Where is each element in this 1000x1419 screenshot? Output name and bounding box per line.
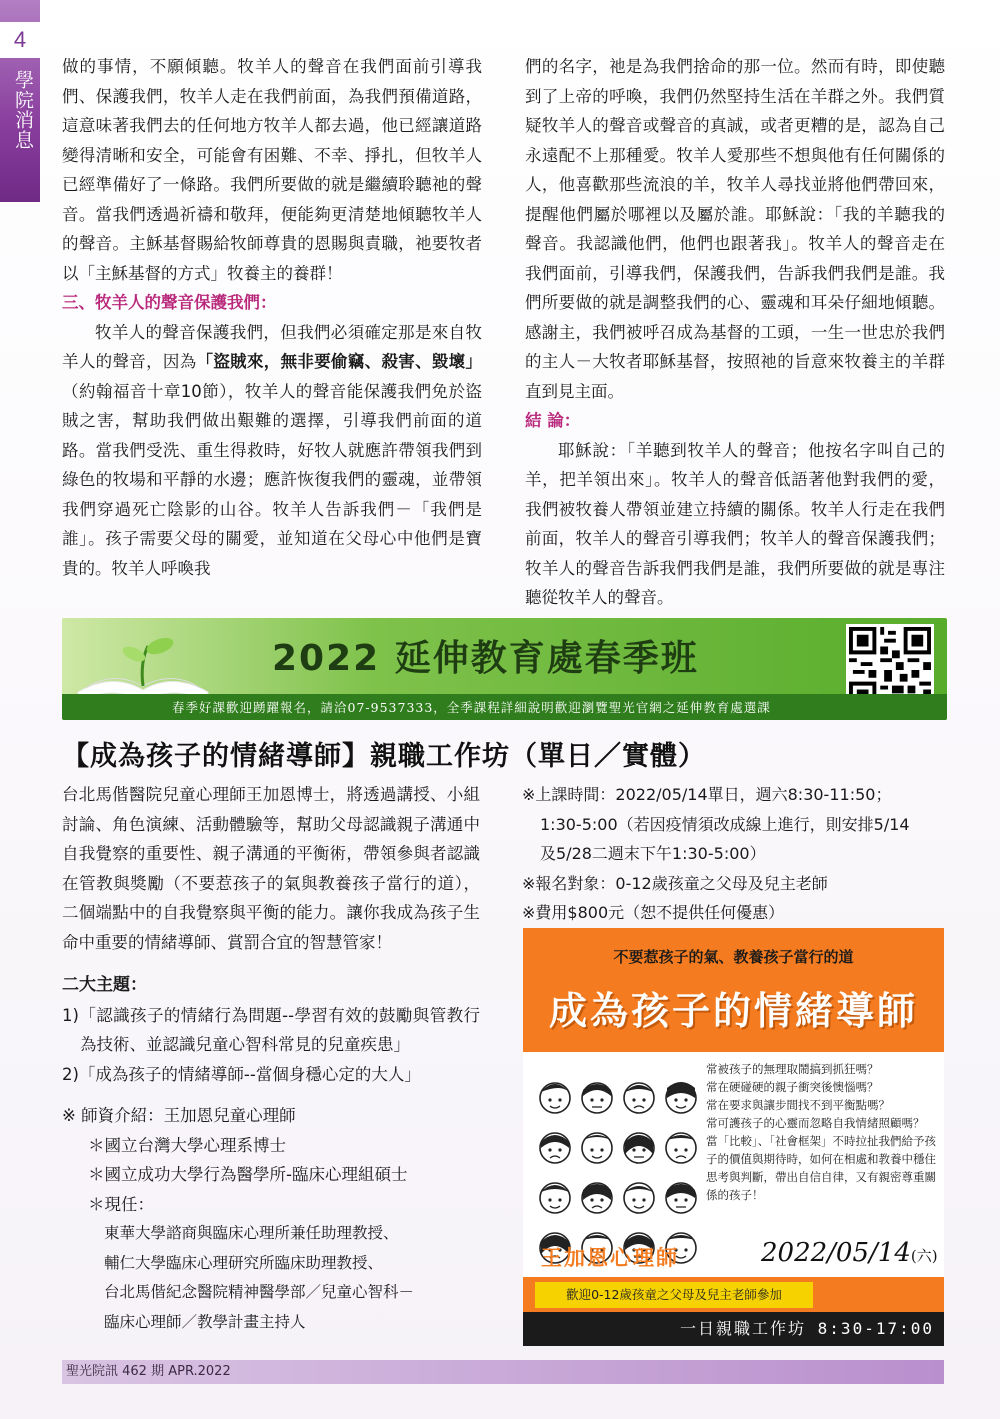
- banner-subtitle: 春季好課歡迎踴躍報名，請洽07-9537333，全季課程詳細說明歡迎瀏覽聖光官網之延伸教育處選課: [172, 700, 771, 715]
- schedule-line: 1:30-5:00（若因疫情須改成線上進行，則安排5/14: [540, 814, 910, 834]
- poster-tagline: 不要惹孩子的氣、教養孩子當行的道: [613, 948, 854, 966]
- poster-title: 成為孩子的情緒導師: [548, 989, 918, 1033]
- schedule-line: ※上課時間：2022/05/14單日，週六8:30-11:50；: [522, 785, 892, 804]
- position-item: 台北馬偕紀念醫院精神醫學部／兒童心智科－: [104, 1283, 415, 1301]
- section-tab: [0, 0, 40, 202]
- credential-item: ＊現任：: [88, 1194, 154, 1214]
- poster-question: 常在要求與讓步間找不到平衡點嗎？: [706, 1098, 890, 1112]
- poster-welcome: 歡迎0-12歲孩童之父母及兒主老師參加: [535, 1282, 813, 1308]
- banner-info-bar: [62, 694, 947, 720]
- article-paragraph: 做的事情，不願傾聽。牧羊人的聲音在我們面前引導我們、保護我們，牧羊人走在我們前面，為我們預備道路，這意味著我們去的任何地方牧羊人都去過，他已經讓道路變得清晰和安全，可能會有困難、不幸、掙扎，但牧羊人已經準備好了一條路。我們所要做的就是繼續聆聽祂的聲音。當我們透過祈禱和敬拜，便能夠更清楚地傾聽牧羊人的聲音。主穌基督賜給牧師尊貴的恩賜與責職，祂要牧者以「主穌基督的方式」牧養主的養群！: [62, 57, 482, 283]
- workshop-poster: [523, 928, 944, 1346]
- poster-date: [761, 1238, 938, 1268]
- poster-question: 當「比較」、「社會框架」不時拉扯我們給予孩子的價值與期待時，如何在相處和教養中穩住思考與判斷，帶出自信自律，又有親密尊重關係的孩子！: [706, 1134, 936, 1202]
- schedule-line: 及5/28二週末下午1:30-5:00）: [540, 844, 766, 863]
- section-label: 學院消息: [12, 70, 34, 150]
- poster-bottom-bar: 一日親職工作坊 8:30-17:00: [523, 1312, 944, 1346]
- theme-item: 2)「成為孩子的情緒導師--當個身穩心定的大人」: [62, 1064, 421, 1084]
- conclusion-heading: 結 論：: [525, 411, 581, 430]
- position-item: 輔仁大學臨床心理研究所臨床助理教授、: [104, 1253, 384, 1272]
- poster-question: 常可護孩子的心靈而忽略自我情緒照顧嗎？: [706, 1116, 925, 1130]
- text-run: 牧羊人的聲音保護我們，但我們必須確定那是來自牧羊人的聲音，因為: [62, 322, 482, 371]
- workshop-intro: 台北馬偕醫院兒童心理師王加恩博士，將透過講授、小組討論、角色演練、活動體驗等，幫助父母認識親子溝通中自我覺察的重要性、親子溝通的平衡術，帶領參與者認識在管教與獎勵（不要惹孩子的氣與教養孩子當行的道），二個端點中的自我覺察與平衡的能力。讓你我成為孩子生命中重要的情緒導師、賞罰合宜的智慧管家！: [62, 785, 480, 952]
- poster-date-value: 2022/05/14: [761, 1238, 911, 1268]
- poster-question: 常在硬碰硬的親子衝突後懊惱嗎？: [706, 1080, 879, 1094]
- conclusion-paragraph: 耶穌說：「羊聽到牧羊人的聲音；他按名字叫自己的羊，把羊領出來」。牧羊人的聲音低語著他對我們的愛，我們被牧養人帶領並建立持續的關係。牧羊人行走在我們前面，牧羊人的聲音引導我們；牧羊人的聲音保護我們；牧羊人的聲音告訴我們我們是誰，我們所要做的就是專注聽從牧羊人的聲音。: [525, 440, 945, 607]
- workshop-details-right: [522, 780, 952, 928]
- banner-title: 2022 延伸教育處春季班: [272, 638, 699, 679]
- poster-teacher: 王加恩心理師: [541, 1246, 679, 1270]
- poster-question: 常被孩子的無理取鬧搞到抓狂嗎？: [706, 1062, 879, 1076]
- teacher-heading: ※ 師資介紹：王加恩兒童心理師: [62, 1106, 296, 1125]
- poster-questions: [706, 1060, 938, 1204]
- fee-line: ※費用$800元（恕不提供任何優惠）: [522, 903, 785, 922]
- workshop-details-left: [62, 780, 480, 1337]
- section-heading: 三、牧羊人的聲音保護我們：: [62, 293, 277, 312]
- credential-item: ＊國立台灣大學心理系博士: [88, 1135, 286, 1155]
- scripture-quote: 「盜賊來，無非要偷竊、殺害、毀壞」: [196, 352, 482, 371]
- page-footer: 聖光院訊 462 期 APR.2022: [62, 1360, 944, 1384]
- themes-heading: 二大主題：: [62, 975, 147, 995]
- workshop-title: 【成為孩子的情緒導師】親職工作坊（單日／實體）: [62, 741, 706, 772]
- audience-line: ※報名對象：0-12歲孩童之父母及兒主老師: [522, 873, 828, 893]
- theme-item: 1)「認識孩子的情緒行為問題--學習有效的鼓勵與管教行為技術、並認識兒童心智科常見的兒童疾患」: [62, 1005, 480, 1054]
- article-left-column: [62, 52, 482, 583]
- spring-class-banner[interactable]: [62, 618, 947, 720]
- article-paragraph: [62, 318, 482, 584]
- article-right-column: [525, 52, 945, 613]
- page-number: 4: [0, 22, 40, 58]
- position-item: 東華大學諮商與臨床心理所兼任助理教授、: [104, 1224, 399, 1242]
- position-item: 臨床心理師／教學計畫主持人: [104, 1312, 306, 1331]
- poster-weekday: (六): [910, 1247, 938, 1265]
- article-paragraph: 們的名字，祂是為我們捨命的那一位。然而有時，即使聽到了上帝的呼喚，我們仍然堅持生活在羊群之外。我們質疑牧羊人的聲音或聲音的真誠，或者更糟的是，認為自己永遠配不上那種愛。牧羊人愛那些不想與他有任何關係的人，他喜歡那些流浪的羊，牧羊人尋找並將他們帶回來，提醒他們屬於哪裡以及屬於誰。耶穌說：「我的羊聽我的聲音。我認識他們，他們也跟著我」。牧羊人的聲音走在我們面前，引導我們，保護我們，告訴我們我們是誰。我們所要做的就是調整我們的心、靈魂和耳朵仔細地傾聽。感謝主，我們被呼召成為基督的工頭，一生一世忠於我們的主人－大牧者耶穌基督，按照祂的旨意來牧養主的羊群直到見主面。: [525, 57, 945, 401]
- text-run: （約翰福音十章10節），牧羊人的聲音能保護我們免於盜賊之害，幫助我們做出艱難的選擇，引導我們前面的道路。當我們受洗、重生得救時，好牧人就應許帶領我們到綠色的牧場和平靜的水邊；應許恢復我們的靈魂，並帶領我們穿過死亡陰影的山谷。牧羊人告訴我們－「我們是誰」。孩子需要父母的關愛，並知道在父母心中他們是寶貴的。牧羊人呼喚我: [62, 381, 482, 578]
- credential-item: ＊國立成功大學行為醫學所-臨床心理組碩士: [88, 1165, 408, 1184]
